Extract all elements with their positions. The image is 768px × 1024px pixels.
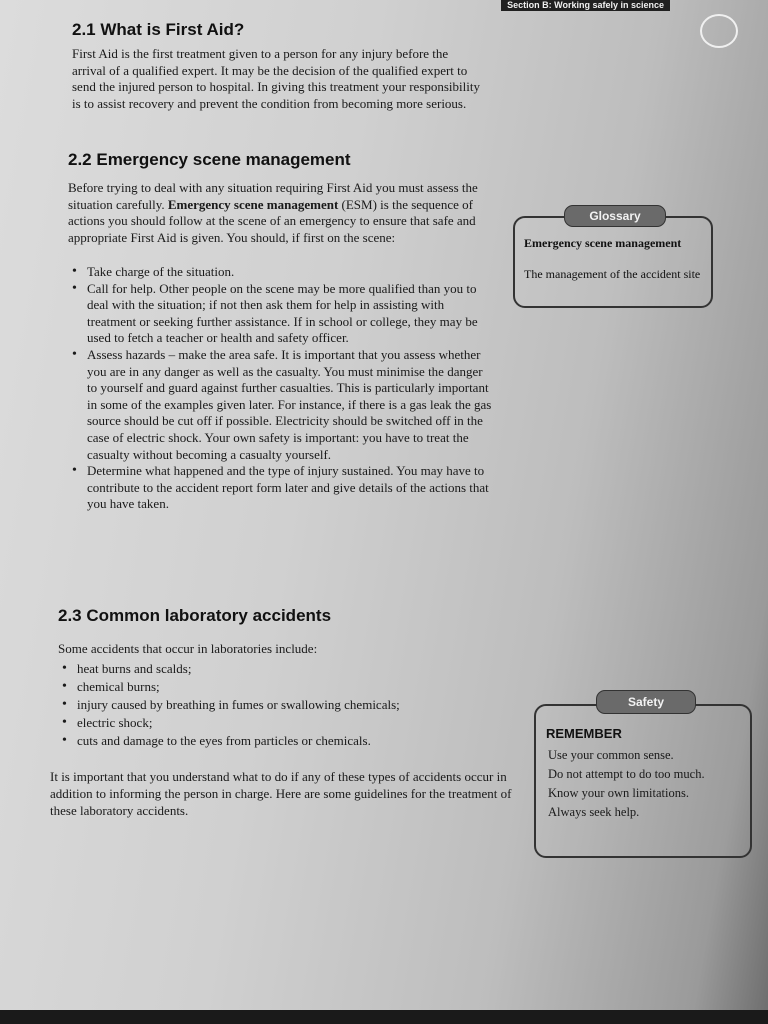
list-item: • Determine what happened and the type of injury sustained. You may have to contribute to the accident report form later and give details of the actions that you have taken.: [72, 463, 494, 513]
esm-term-bold: Emergency scene management: [167, 196, 339, 212]
list-item: • Call for help. Other people on the scene may be more qualified than you to deal with the situation; if not then ask them for help in assisting with treatment or seeking further assistance. If in school or college, they may be used to fetch a teacher or health and safety officer.: [72, 281, 494, 347]
esm-intro-text-before: Before trying to deal with any situation requiring First Aid you must assess the situation carefully.: [68, 180, 478, 212]
list-item: • cuts and damage to the eyes from particles or chemicals.: [62, 732, 522, 750]
esm-steps-list: [72, 264, 494, 513]
heading-what-is-first-aid: 2.1 What is First Aid?: [72, 20, 245, 39]
list-item: • injury caused by breathing in fumes or swallowing chemicals;: [62, 696, 522, 714]
glossary-tab: Glossary: [564, 205, 666, 227]
list-item: Always seek help.: [548, 805, 640, 819]
list-item: • electric shock;: [62, 714, 522, 732]
list-item: • Take charge of the situation.: [72, 264, 494, 281]
list-item: Know your own limitations.: [548, 786, 689, 800]
list-item: • Assess hazards – make the area safe. It is important that you assess whether you are in any danger as well as the casualty. You must minimise the danger to yourself and guard against further casualties. This is particularly important in some of the examples given later. For instance, if there is a gas leak the gas source should be cut off if possible. Electricity should be switched off in the case of electric shock. Your own safety is important: you have to treat the casualty without becoming a casualty yourself.: [72, 347, 494, 463]
heading-emergency-scene-management: 2.2 Emergency scene management: [68, 150, 351, 169]
paragraph-esm-intro: [68, 180, 488, 246]
esm-intro-text-after: (ESM) is the sequence of actions you should follow at the scene of an emergency to ensure that safe and appropriate First Aid is given. You should, if first on the scene:: [68, 196, 476, 245]
glossary-box: [513, 216, 713, 308]
heading-common-laboratory-accidents: 2.3 Common laboratory accidents: [58, 606, 332, 625]
page-number: [700, 14, 738, 48]
paragraph-first-aid-definition: First Aid is the first treatment given to a person for any injury before the arrival of a qualified expert. It may be the decision of the qualified expert to send the injured person to hospital. In giving this treatment your responsibility is to assist recovery and prevent the condition from becoming more serious.: [72, 46, 480, 111]
list-item: • heat burns and scalds;: [62, 660, 522, 678]
glossary-definition: The management of the accident site: [524, 267, 701, 281]
running-head: Section B: Working safely in science: [501, 0, 670, 11]
glossary-term: Emergency scene management: [524, 236, 682, 250]
page-edge-shadow: [0, 1010, 768, 1024]
list-item: Use your common sense.: [548, 748, 674, 762]
accident-types-list: [62, 660, 522, 750]
paragraph-accidents-intro: Some accidents that occur in laboratories include:: [58, 641, 318, 656]
list-item: • chemical burns;: [62, 678, 522, 696]
paragraph-guidelines-intro: It is important that you understand what to do if any of these types of accidents occur in addition to informing the person in charge. Here are some guidelines for the treatment of these laboratory accidents.: [50, 769, 512, 818]
safety-tab: Safety: [596, 690, 696, 714]
remember-heading: REMEMBER: [546, 726, 622, 741]
list-item: Do not attempt to do too much.: [548, 767, 705, 781]
safety-reminders-list: [548, 746, 740, 822]
